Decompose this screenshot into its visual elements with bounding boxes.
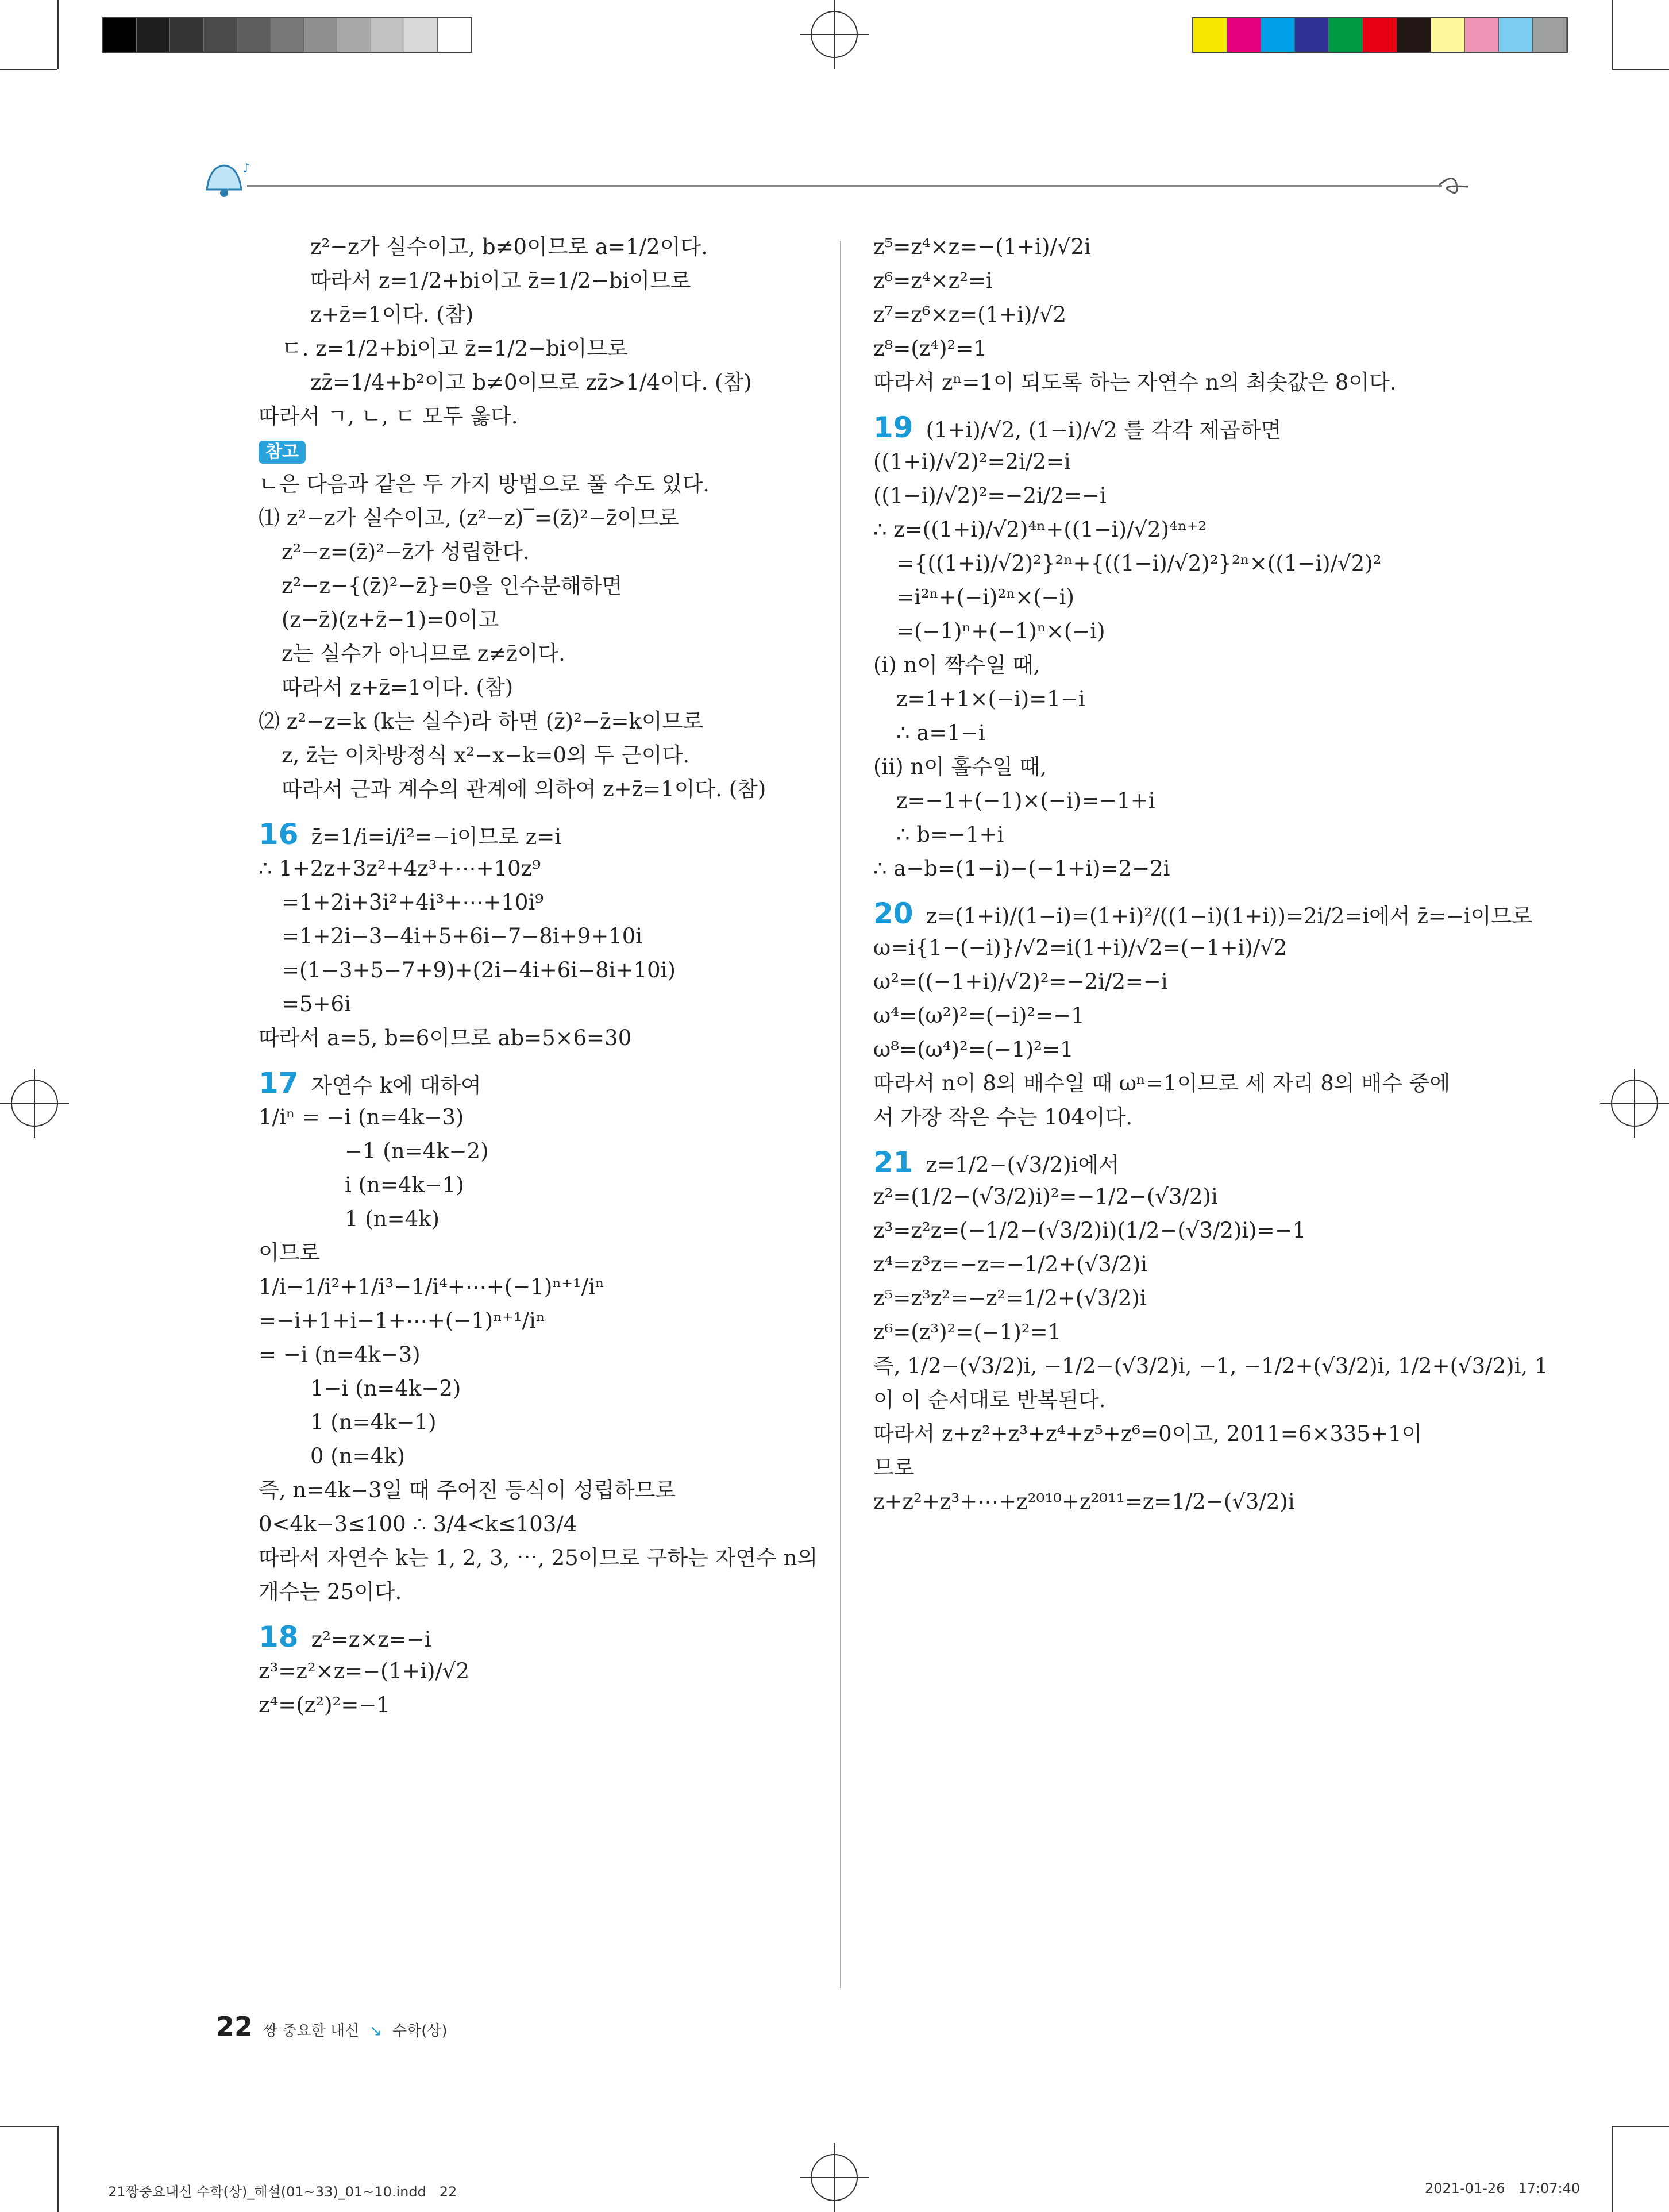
- solution-line: [259, 1620, 913, 1654]
- solution-line: [873, 851, 1528, 885]
- solution-line: [873, 479, 1528, 512]
- solution-line: [873, 818, 1528, 851]
- registration-target-icon: [1600, 1069, 1669, 1138]
- solution-line: [259, 264, 913, 298]
- solution-text: 0<4k−3≤100 ∴ 3/4<k≤103/4: [259, 1512, 577, 1536]
- registration-target-icon: [800, 0, 869, 69]
- solution-line: [259, 738, 913, 772]
- solution-line: [873, 1281, 1528, 1315]
- solution-text: i (n=4k−1): [345, 1173, 464, 1197]
- solution-text: ((1+i)/√2)²=2i/2=i: [873, 449, 1071, 474]
- solution-text: 개수는 25이다.: [259, 1579, 402, 1604]
- solution-text: (ⅱ) n이 홀수일 때,: [873, 754, 1047, 779]
- registration-target-icon: [800, 2143, 869, 2212]
- problem-number: 16: [259, 818, 299, 851]
- solution-text: ⑴ z²−z가 실수이고, (z²−z)‾=(z̄)²−z̄이므로: [259, 506, 679, 530]
- solution-text: 0 (n=4k): [310, 1444, 405, 1469]
- solution-line: [873, 512, 1528, 546]
- solution-line: [259, 919, 913, 953]
- solution-line: [259, 399, 913, 433]
- solution-line: [259, 670, 913, 704]
- solution-line: [259, 535, 913, 569]
- color-swatch: [1227, 18, 1261, 52]
- problem-number: 20: [873, 897, 913, 930]
- solution-text: z²−z가 실수이고, b≠0이므로 a=1/2이다.: [310, 234, 708, 259]
- crop-mark: [1612, 0, 1613, 69]
- color-swatch: [204, 18, 237, 52]
- solution-text: z=1+1×(−i)=1−i: [896, 687, 1085, 711]
- solution-line: [873, 546, 1528, 580]
- solution-text: =5+6i: [282, 992, 351, 1016]
- color-swatch: [371, 18, 404, 52]
- solution-line: [873, 1100, 1528, 1134]
- solution-text: z³=z²z=(−1/2−(√3/2)i)(1/2−(√3/2)i)=−1: [873, 1218, 1306, 1243]
- solution-text: 1/i−1/i²+1/i³−1/i⁴+⋯+(−1)ⁿ⁺¹/iⁿ: [259, 1274, 604, 1299]
- solution-text: z=1/2−(√3/2)i에서: [926, 1153, 1119, 1177]
- solution-text: = −i (n=4k−3): [259, 1342, 421, 1367]
- solution-text: 따라서 ㄱ, ㄴ, ㄷ 모두 옳다.: [259, 404, 518, 429]
- solution-line: [873, 750, 1528, 784]
- problem-number: 19: [873, 411, 913, 444]
- solution-text: ⑵ z²−z=k (k는 실수)라 하면 (z̄)²−z̄=k이므로: [259, 709, 704, 734]
- solution-line: [873, 264, 1528, 298]
- solution-text: 자연수 k에 대하여: [311, 1073, 481, 1098]
- solution-line: [259, 569, 913, 603]
- solution-line: [873, 1349, 1548, 1383]
- solution-line: [259, 1688, 913, 1722]
- solution-line: [873, 1134, 1528, 1146]
- crop-mark: [1612, 2126, 1669, 2127]
- solution-text: z+z̄=1이다. (참): [310, 302, 474, 327]
- solution-line: [259, 1236, 913, 1270]
- bell-icon: [195, 155, 259, 201]
- solution-text: 따라서 근과 계수의 관계에 의하여 z+z̄=1이다. (참): [282, 777, 766, 801]
- solution-line: [873, 411, 1528, 445]
- right-column: [873, 230, 1548, 1519]
- solution-text: (z−z̄)(z+z̄−1)=0이고: [282, 607, 499, 632]
- solution-line: [873, 365, 1528, 399]
- solution-line: [873, 230, 1528, 264]
- solution-text: =−i+1+i−1+⋯+(−1)ⁿ⁺¹/iⁿ: [259, 1308, 545, 1333]
- solution-text: 1/iⁿ = −i (n=4k−3): [259, 1105, 464, 1130]
- solution-line: [873, 298, 1528, 332]
- color-swatch: [1363, 18, 1397, 52]
- color-swatch: [304, 18, 337, 52]
- solution-text: z⁴=(z²)²=−1: [259, 1693, 390, 1717]
- solution-line: [873, 580, 1528, 614]
- solution-line: [259, 1270, 913, 1304]
- solution-text: 므로: [873, 1455, 915, 1480]
- solution-line: [873, 399, 1528, 411]
- solution-text: 따라서 zⁿ=1이 되도록 하는 자연수 n의 최솟값은 8이다.: [873, 370, 1397, 395]
- solution-line: [259, 1654, 913, 1688]
- solution-line: [259, 332, 913, 365]
- solution-line: [259, 851, 913, 885]
- solution-line: [873, 1383, 1528, 1417]
- solution-text: z=(1+i)/(1−i)=(1+i)²/((1−i)(1+i))=2i/2=i에서 z̄=−i이므로: [926, 904, 1532, 928]
- arrow-icon: ↘: [369, 2022, 383, 2040]
- note-badge: 참고: [259, 441, 306, 464]
- color-swatch: [137, 18, 170, 52]
- solution-line: [259, 1338, 913, 1371]
- color-swatch: [237, 18, 271, 52]
- solution-line: [873, 1066, 1528, 1100]
- solution-text: 이므로: [259, 1240, 321, 1265]
- solution-line: [873, 1485, 1528, 1519]
- solution-text: ∴ 1+2z+3z²+4z³+⋯+10z⁹: [259, 856, 541, 881]
- solution-line: [873, 999, 1528, 1032]
- solution-line: [873, 1417, 1528, 1451]
- color-swatch: [1295, 18, 1329, 52]
- solution-line: [873, 1146, 1528, 1180]
- crop-mark: [0, 69, 57, 70]
- solution-line: [259, 1304, 913, 1338]
- crop-mark: [57, 0, 59, 69]
- solution-line: [259, 1168, 913, 1202]
- solution-line: [873, 648, 1528, 682]
- solution-line: [259, 1055, 913, 1066]
- solution-line: [259, 501, 913, 535]
- solution-text: ω²=((−1+i)/√2)²=−2i/2=−i: [873, 969, 1168, 994]
- subject-label: 수학(상): [392, 2022, 448, 2040]
- solution-text: 따라서 z+z̄=1이다. (참): [282, 675, 514, 700]
- color-swatch: [1397, 18, 1431, 52]
- solution-text: z²=(1/2−(√3/2)i)²=−1/2−(√3/2)i: [873, 1184, 1218, 1209]
- solution-line: [259, 1021, 913, 1055]
- problem-number: 17: [259, 1066, 299, 1100]
- file-name: 21짱중요내신 수학(상)_해설(01~33)_01~10.indd 22: [108, 2184, 457, 2200]
- solution-line: [259, 1575, 913, 1609]
- solution-line: [259, 1541, 913, 1575]
- solution-line: [259, 1473, 913, 1507]
- solution-text: z²−z=(z̄)²−z̄가 성립한다.: [282, 539, 530, 564]
- book-title: 짱 중요한 내신: [263, 2022, 360, 2040]
- solution-text: z⁴=z³z=−z=−1/2+(√3/2)i: [873, 1252, 1148, 1277]
- solution-text: z+z²+z³+⋯+z²⁰¹⁰+z²⁰¹¹=z=1/2−(√3/2)i: [873, 1489, 1295, 1514]
- solution-text: 따라서 z=1/2+bi이고 z̄=1/2−bi이므로: [310, 268, 691, 293]
- solution-line: [259, 603, 913, 637]
- solution-text: 따라서 n이 8의 배수일 때 ωⁿ=1이므로 세 자리 8의 배수 중에: [873, 1071, 1451, 1096]
- solution-text: (ⅰ) n이 짝수일 때,: [873, 653, 1040, 677]
- problem-number: 18: [259, 1620, 299, 1654]
- solution-line: [259, 953, 913, 987]
- solution-text: z²=z×z=−i: [311, 1627, 431, 1652]
- left-column: [259, 230, 913, 1722]
- solution-line: [873, 1247, 1528, 1281]
- solution-line: [259, 637, 913, 670]
- solution-line: [259, 806, 913, 818]
- solution-line: [873, 716, 1528, 750]
- solution-text: =1+2i−3−4i+5+6i−7−8i+9+10i: [282, 924, 643, 949]
- process-color-bar: [1192, 17, 1568, 53]
- solution-line: [259, 1507, 913, 1541]
- solution-text: z̄=1/i=i/i²=−i이므로 z=i: [311, 824, 562, 849]
- solution-text: ㄷ. z=1/2+bi이고 z̄=1/2−bi이므로: [282, 336, 628, 361]
- solution-line: [259, 704, 913, 738]
- color-swatch: [337, 18, 371, 52]
- solution-line: [259, 1202, 913, 1236]
- solution-line: [873, 1315, 1528, 1349]
- solution-line: [259, 885, 913, 919]
- page-footer: [216, 2011, 448, 2045]
- solution-text: ∴ a=1−i: [896, 720, 985, 745]
- solution-text: 즉, 1/2−(√3/2)i, −1/2−(√3/2)i, −1, −1/2+(√3/2)i, 1/2+(√3/2)i, 1: [873, 1354, 1548, 1378]
- solution-line: [873, 784, 1528, 818]
- crop-mark: [1612, 69, 1669, 70]
- color-swatch: [1329, 18, 1363, 52]
- solution-text: z⁸=(z⁴)²=1: [873, 336, 987, 361]
- solution-line: [259, 365, 913, 399]
- color-swatch: [438, 18, 471, 52]
- color-swatch: [103, 18, 137, 52]
- solution-text: 즉, n=4k−3일 때 주어진 등식이 성립하므로: [259, 1478, 676, 1502]
- color-swatch: [1431, 18, 1465, 52]
- solution-text: 이 이 순서대로 반복된다.: [873, 1388, 1106, 1412]
- solution-text: z²−z−{(z̄)²−z̄}=0을 인수분해하면: [282, 573, 623, 598]
- color-swatch: [1261, 18, 1295, 52]
- solution-line: [259, 772, 913, 806]
- solution-text: ω=i{1−(−i)}/√2=i(1+i)/√2=(−1+i)/√2: [873, 935, 1288, 960]
- solution-text: zz̄=1/4+b²이고 b≠0이므로 zz̄>1/4이다. (참): [310, 370, 752, 395]
- print-timestamp: 2021-01-26 17:07:40: [1425, 2180, 1581, 2196]
- solution-line: [259, 1100, 913, 1134]
- solution-line: [259, 818, 913, 851]
- registration-target-icon: [0, 1069, 69, 1138]
- solution-text: ={((1+i)/√2)²}²ⁿ+{((1−i)/√2)²}²ⁿ×((1−i)/√2)²: [896, 551, 1382, 576]
- solution-line: [873, 897, 1532, 931]
- solution-text: 따라서 a=5, b=6이므로 ab=5×6=30: [259, 1026, 632, 1050]
- color-swatch: [271, 18, 304, 52]
- solution-text: 1 (n=4k): [345, 1207, 440, 1231]
- page-number: 22: [216, 2011, 253, 2042]
- solution-line: [259, 1439, 913, 1473]
- solution-line: [873, 931, 1528, 965]
- crop-mark: [57, 2126, 59, 2212]
- solution-line: [873, 885, 1528, 897]
- solution-line: [259, 230, 913, 264]
- color-swatch: [170, 18, 203, 52]
- svg-text:♪: ♪: [242, 161, 251, 176]
- solution-text: z⁵=z³z²=−z²=1/2+(√3/2)i: [873, 1286, 1147, 1311]
- solution-line: [259, 1371, 913, 1405]
- problem-number: 21: [873, 1146, 913, 1179]
- solution-text: ∴ a−b=(1−i)−(−1+i)=2−2i: [873, 856, 1170, 881]
- solution-text: z⁷=z⁶×z=(1+i)/√2: [873, 302, 1066, 327]
- solution-line: [873, 445, 1528, 479]
- solution-line: [259, 433, 913, 467]
- solution-text: z⁶=(z³)²=(−1)²=1: [873, 1320, 1062, 1344]
- solution-text: z³=z²×z=−(1+i)/√2: [259, 1659, 469, 1683]
- solution-text: −1 (n=4k−2): [345, 1139, 489, 1163]
- ribbon-icon: [1436, 172, 1471, 201]
- solution-line: [873, 1032, 1528, 1066]
- solution-text: 따라서 자연수 k는 1, 2, 3, ⋯, 25이므로 구하는 자연수 n의: [259, 1546, 818, 1570]
- crop-mark: [0, 2126, 57, 2127]
- color-swatch: [1499, 18, 1533, 52]
- color-swatch: [1533, 18, 1567, 52]
- solution-text: ㄴ은 다음과 같은 두 가지 방법으로 풀 수도 있다.: [259, 472, 710, 496]
- solution-text: 1−i (n=4k−2): [310, 1376, 461, 1401]
- crop-mark: [1612, 2126, 1613, 2212]
- solution-line: [259, 467, 913, 501]
- solution-text: z는 실수가 아니므로 z≠z̄이다.: [282, 641, 565, 666]
- solution-text: ∴ z=((1+i)/√2)⁴ⁿ+((1−i)/√2)⁴ⁿ⁺²: [873, 517, 1207, 542]
- color-swatch: [404, 18, 438, 52]
- solution-line: [873, 1213, 1528, 1247]
- solution-line: [873, 1451, 1528, 1485]
- solution-text: 서 가장 작은 수는 104이다.: [873, 1105, 1133, 1130]
- solution-text: (1+i)/√2, (1−i)/√2 를 각각 제곱하면: [926, 418, 1282, 442]
- solution-text: =i²ⁿ+(−i)²ⁿ×(−i): [896, 585, 1074, 610]
- solution-text: z⁵=z⁴×z=−(1+i)/√2i: [873, 234, 1091, 259]
- solution-line: [873, 1180, 1528, 1213]
- solution-line: [873, 965, 1528, 999]
- solution-line: [873, 614, 1528, 648]
- solution-line: [873, 332, 1528, 365]
- solution-line: [259, 987, 913, 1021]
- solution-text: ω⁴=(ω²)²=(−i)²=−1: [873, 1003, 1085, 1028]
- solution-text: z, z̄는 이차방정식 x²−x−k=0의 두 근이다.: [282, 743, 690, 768]
- solution-line: [259, 1134, 913, 1168]
- solution-line: [259, 1609, 913, 1620]
- solution-text: =(1−3+5−7+9)+(2i−4i+6i−8i+10i): [282, 958, 676, 982]
- solution-line: [873, 682, 1528, 716]
- solution-text: =(−1)ⁿ+(−1)ⁿ×(−i): [896, 619, 1105, 643]
- solution-text: ∴ b=−1+i: [896, 822, 1004, 847]
- color-swatch: [1193, 18, 1227, 52]
- solution-text: ((1−i)/√2)²=−2i/2=−i: [873, 483, 1107, 508]
- solution-line: [259, 1405, 913, 1439]
- solution-text: 1 (n=4k−1): [310, 1410, 437, 1435]
- solution-text: =1+2i+3i²+4i³+⋯+10i⁹: [282, 890, 544, 915]
- header-rule: [247, 185, 1442, 187]
- grayscale-color-bar: [102, 17, 472, 53]
- solution-line: [259, 298, 913, 332]
- solution-text: ω⁸=(ω⁴)²=(−1)²=1: [873, 1037, 1074, 1062]
- solution-text: z=−1+(−1)×(−i)=−1+i: [896, 788, 1155, 813]
- solution-text: 따라서 z+z²+z³+z⁴+z⁵+z⁶=0이고, 2011=6×335+1이: [873, 1421, 1423, 1446]
- color-swatch: [1465, 18, 1499, 52]
- solution-line: [259, 1066, 913, 1100]
- solution-text: z⁶=z⁴×z²=i: [873, 268, 993, 293]
